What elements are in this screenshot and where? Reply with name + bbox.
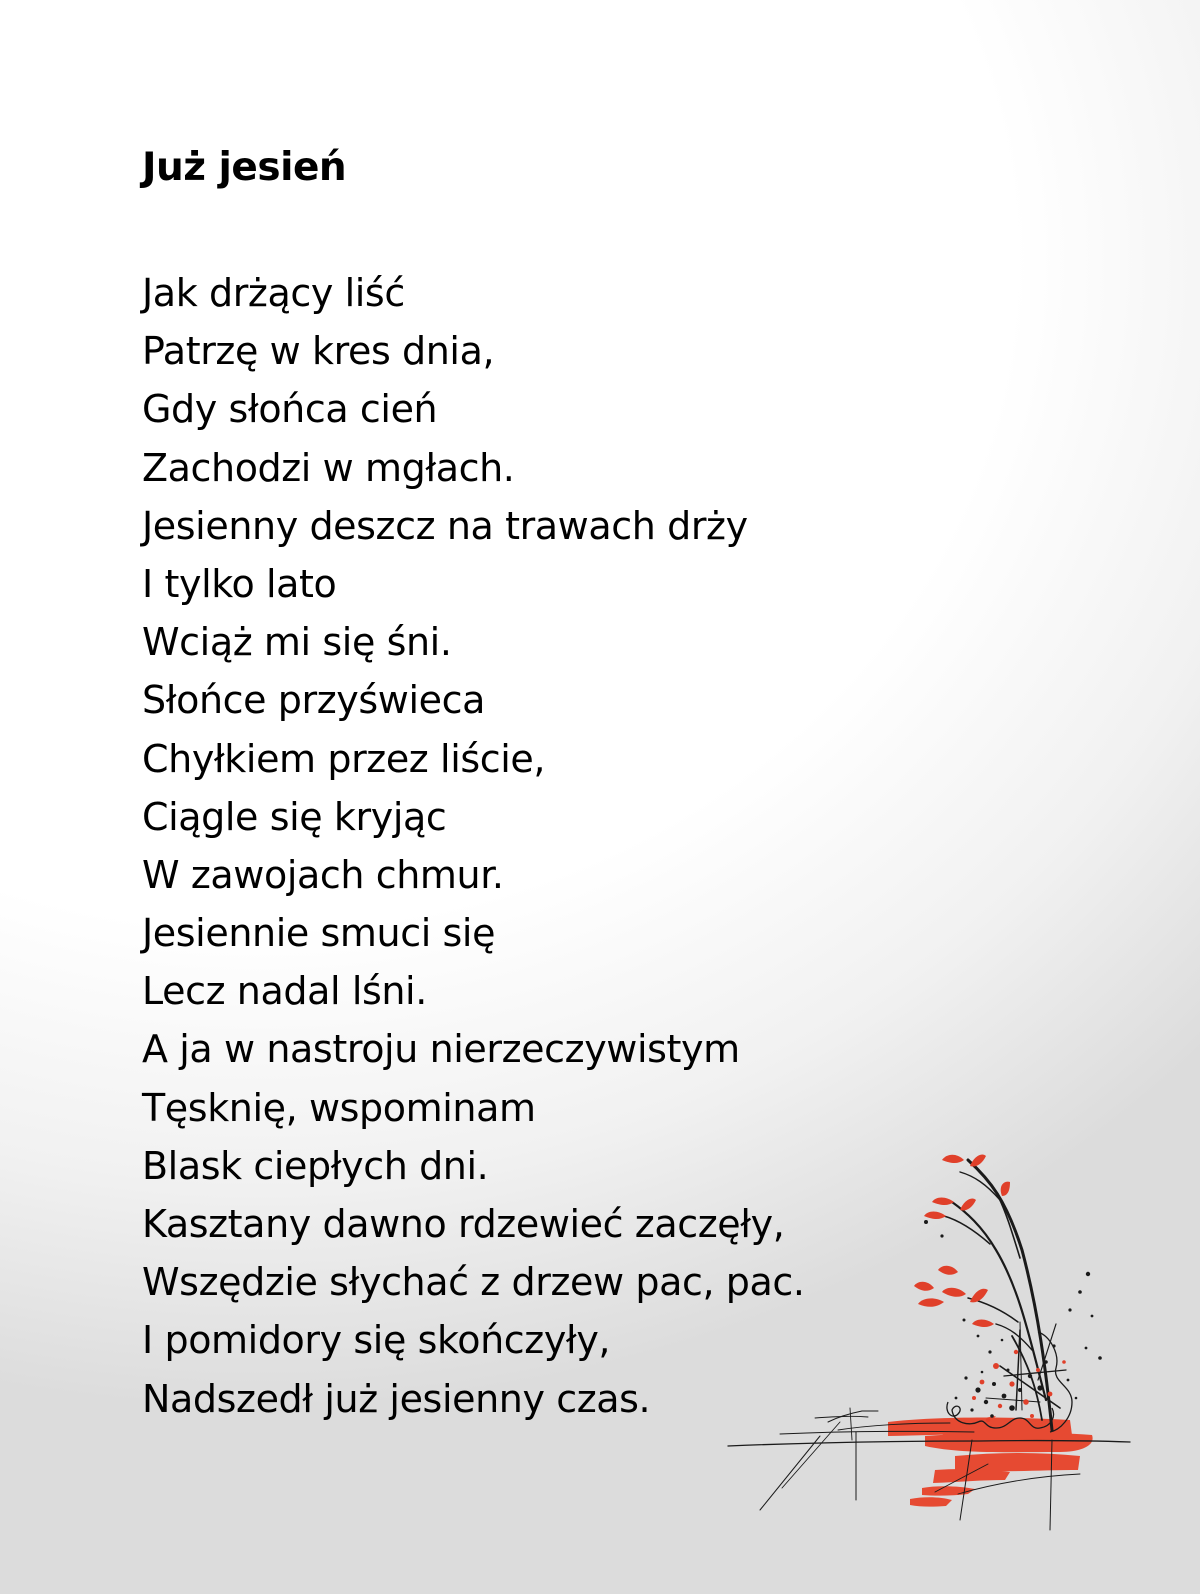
red-leaves — [914, 1154, 1010, 1327]
poem-line: Gdy słońca cień — [142, 387, 438, 432]
poem-line: Chyłkiem przez liście, — [142, 736, 546, 781]
poem-line: Jak drżący liść — [142, 271, 405, 315]
poem-line: Słońce przyświeca — [142, 678, 485, 723]
poem-line: Wciąż mi się śni. — [142, 620, 452, 665]
poem-line: Ciągle się kryjąc — [142, 794, 447, 839]
poem-line: I tylko lato — [142, 561, 337, 606]
poem-line: Wszędzie słychać z drzew pac, pac. — [142, 1260, 805, 1305]
poem-body — [142, 264, 805, 1428]
autumn-branch-illustration — [720, 1140, 1160, 1540]
poem-line: W zawojach chmur. — [142, 852, 504, 897]
poem-line: Blask ciepłych dni. — [142, 1143, 489, 1188]
poem-line: Zachodzi w mgłach. — [142, 445, 515, 490]
poem-line: Lecz nadal lśni. — [142, 969, 427, 1014]
poem-line: Jesienny deszcz na trawach drży — [142, 503, 748, 548]
paint-strokes — [888, 1416, 1093, 1507]
poem-line: Nadszedł już jesienny czas. — [142, 1376, 651, 1421]
poem-line: A ja w nastroju nierzeczywistym — [142, 1027, 740, 1072]
poem-line: Kasztany dawno rdzewieć zaczęły, — [142, 1202, 785, 1246]
poem-line: Patrzę w kres dnia, — [142, 329, 495, 374]
poem-title: Już jesień — [142, 145, 347, 190]
poem-line: I pomidory się skończyły, — [142, 1318, 611, 1363]
poem-line: Jesiennie smuci się — [142, 911, 496, 956]
poem-line: Tęsknię, wspominam — [142, 1085, 536, 1130]
